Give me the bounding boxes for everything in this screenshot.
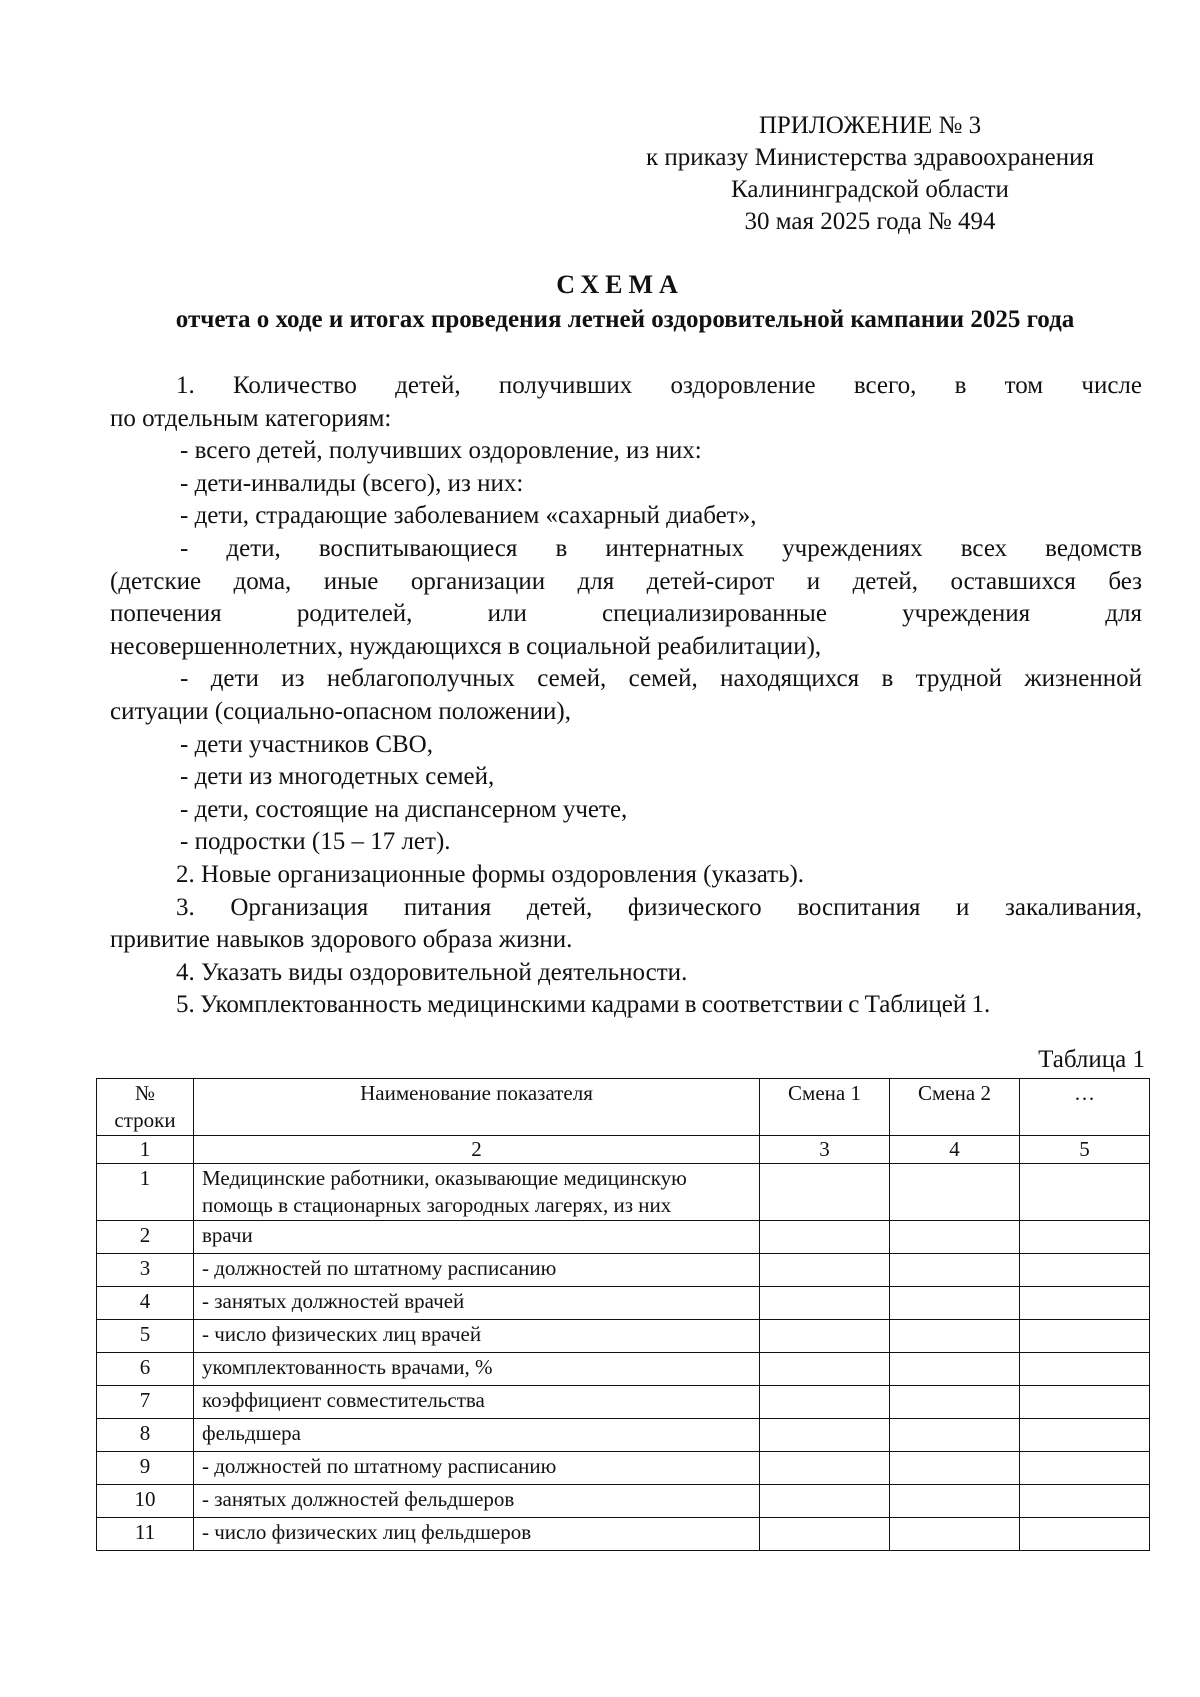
row-indicator: - число физических лиц врачей xyxy=(194,1320,760,1353)
row-number: 5 xyxy=(97,1320,194,1353)
row-indicator: коэффициент совместительства xyxy=(194,1386,760,1419)
bullet-boarding-line-4: несовершеннолетних, нуждающихся в социальной реабилитации), xyxy=(110,632,822,660)
more-shift-cell xyxy=(1020,1518,1150,1551)
table-row xyxy=(97,1485,1150,1518)
more-shift-cell xyxy=(1020,1221,1150,1254)
item-5: 5. Укомплектованность медицинскими кадрами в соответствии с Таблицей 1. xyxy=(176,991,991,1019)
shift-2-cell xyxy=(890,1485,1020,1518)
row-number: 1 xyxy=(97,1164,194,1221)
item-3-line-2: привитие навыков здорового образа жизни. xyxy=(110,926,573,954)
shift-2-cell xyxy=(890,1353,1020,1386)
header-shift-2: Смена 2 xyxy=(890,1079,1020,1136)
row-number: 2 xyxy=(97,1221,194,1254)
item-4: 4. Указать виды оздоровительной деятельности. xyxy=(176,958,688,986)
table-row xyxy=(97,1353,1150,1386)
more-shift-cell xyxy=(1020,1485,1150,1518)
column-index: 1 xyxy=(97,1136,194,1164)
more-shift-cell xyxy=(1020,1419,1150,1452)
item-1-line-1: 1. Количество детей, получивших оздоровление всего, в том числе xyxy=(176,372,1142,399)
header-row-number: № строки xyxy=(97,1079,194,1136)
table-header-row xyxy=(97,1079,1150,1136)
bullet-svo: - дети участников СВО, xyxy=(180,730,433,758)
bullet-all-children: - всего детей, получивших оздоровление, из них: xyxy=(180,437,702,465)
annex-header xyxy=(600,110,1140,238)
more-shift-cell xyxy=(1020,1287,1150,1320)
more-shift-cell xyxy=(1020,1164,1150,1221)
annex-number: ПРИЛОЖЕНИЕ № 3 xyxy=(758,112,982,139)
shift-2-cell xyxy=(890,1386,1020,1419)
row-indicator: - число физических лиц фельдшеров xyxy=(194,1518,760,1551)
row-indicator: фельдшера xyxy=(194,1419,760,1452)
shift-2-cell xyxy=(890,1287,1020,1320)
annex-order-ref: к приказу Министерства здравоохранения xyxy=(645,144,1095,171)
column-index: 4 xyxy=(890,1136,1020,1164)
item-1-line-2: по отдельным категориям: xyxy=(110,404,392,432)
column-index-row xyxy=(97,1136,1150,1164)
row-number: 9 xyxy=(97,1452,194,1485)
header-shift-1: Смена 1 xyxy=(760,1079,890,1136)
document-title: СХЕМА xyxy=(556,270,684,299)
row-indicator: - занятых должностей фельдшеров xyxy=(194,1485,760,1518)
row-number: 4 xyxy=(97,1287,194,1320)
bullet-disadvantaged-line-1: - дети из неблагополучных семей, семей, находящихся в трудной жизненной xyxy=(180,665,1142,693)
header-more-shifts: … xyxy=(1020,1079,1150,1136)
bullet-large-families: - дети из многодетных семей, xyxy=(180,763,495,791)
shift-1-cell xyxy=(760,1221,890,1254)
table-caption: Таблица 1 xyxy=(1038,1046,1145,1073)
annex-date: 30 мая 2025 года № 494 xyxy=(744,208,996,235)
row-number: 3 xyxy=(97,1254,194,1287)
item-2: 2. Новые организационные формы оздоровления (указать). xyxy=(176,860,805,888)
bullet-disabled-children: - дети-инвалиды (всего), из них: xyxy=(180,469,524,497)
row-number: 7 xyxy=(97,1386,194,1419)
shift-1-cell xyxy=(760,1419,890,1452)
column-index: 2 xyxy=(194,1136,760,1164)
column-index: 5 xyxy=(1020,1136,1150,1164)
header-indicator-name: Наименование показателя xyxy=(194,1079,760,1136)
bullet-disadvantaged-line-2: ситуации (социально-опасном положении), xyxy=(110,697,571,725)
row-indicator: - занятых должностей врачей xyxy=(194,1287,760,1320)
bullet-dispensary: - дети, состоящие на диспансерном учете, xyxy=(180,795,628,823)
table-row xyxy=(97,1320,1150,1353)
row-number: 10 xyxy=(97,1485,194,1518)
more-shift-cell xyxy=(1020,1452,1150,1485)
table-row xyxy=(97,1386,1150,1419)
shift-1-cell xyxy=(760,1518,890,1551)
table-row xyxy=(97,1254,1150,1287)
more-shift-cell xyxy=(1020,1353,1150,1386)
body-text xyxy=(110,370,1142,1022)
bullet-boarding-line-3: попечения родителей, или специализированные учреждения для xyxy=(110,600,1142,628)
annex-region: Калининградской области xyxy=(731,176,1009,203)
row-indicator: - должностей по штатному расписанию xyxy=(194,1452,760,1485)
bullet-teenagers: - подростки (15 – 17 лет). xyxy=(180,828,451,856)
bullet-boarding-line-1: - дети, воспитывающиеся в интернатных учреждениях всех ведомств xyxy=(180,534,1142,562)
row-indicator: Медицинские работники, оказывающие медицинскую помощь в стационарных загородных лагерях, из них xyxy=(194,1164,760,1221)
staffing-table xyxy=(96,1078,1150,1551)
shift-2-cell xyxy=(890,1254,1020,1287)
column-index: 3 xyxy=(760,1136,890,1164)
shift-2-cell xyxy=(890,1221,1020,1254)
row-indicator: укомплектованность врачами, % xyxy=(194,1353,760,1386)
table-row xyxy=(97,1221,1150,1254)
shift-1-cell xyxy=(760,1287,890,1320)
shift-1-cell xyxy=(760,1485,890,1518)
more-shift-cell xyxy=(1020,1320,1150,1353)
shift-1-cell xyxy=(760,1353,890,1386)
more-shift-cell xyxy=(1020,1254,1150,1287)
shift-2-cell xyxy=(890,1419,1020,1452)
document-subtitle: отчета о ходе и итогах проведения летней оздоровительной кампании 2025 года xyxy=(175,306,1075,333)
bullet-boarding-line-2: (детские дома, иные организации для детей-сирот и детей, оставшихся без xyxy=(110,567,1142,595)
shift-2-cell xyxy=(890,1320,1020,1353)
row-number: 8 xyxy=(97,1419,194,1452)
shift-1-cell xyxy=(760,1320,890,1353)
table-row xyxy=(97,1287,1150,1320)
row-number: 11 xyxy=(97,1518,194,1551)
table-row xyxy=(97,1452,1150,1485)
table-row xyxy=(97,1419,1150,1452)
shift-1-cell xyxy=(760,1254,890,1287)
bullet-diabetes: - дети, страдающие заболеванием «сахарный диабет», xyxy=(180,502,757,530)
row-number: 6 xyxy=(97,1353,194,1386)
table-row xyxy=(97,1518,1150,1551)
more-shift-cell xyxy=(1020,1386,1150,1419)
shift-2-cell xyxy=(890,1164,1020,1221)
table-row xyxy=(97,1164,1150,1221)
shift-1-cell xyxy=(760,1386,890,1419)
shift-1-cell xyxy=(760,1452,890,1485)
shift-2-cell xyxy=(890,1518,1020,1551)
shift-2-cell xyxy=(890,1452,1020,1485)
row-indicator: врачи xyxy=(194,1221,760,1254)
shift-1-cell xyxy=(760,1164,890,1221)
item-3-line-1: 3. Организация питания детей, физического воспитания и закаливания, xyxy=(176,893,1142,921)
row-indicator: - должностей по штатному расписанию xyxy=(194,1254,760,1287)
